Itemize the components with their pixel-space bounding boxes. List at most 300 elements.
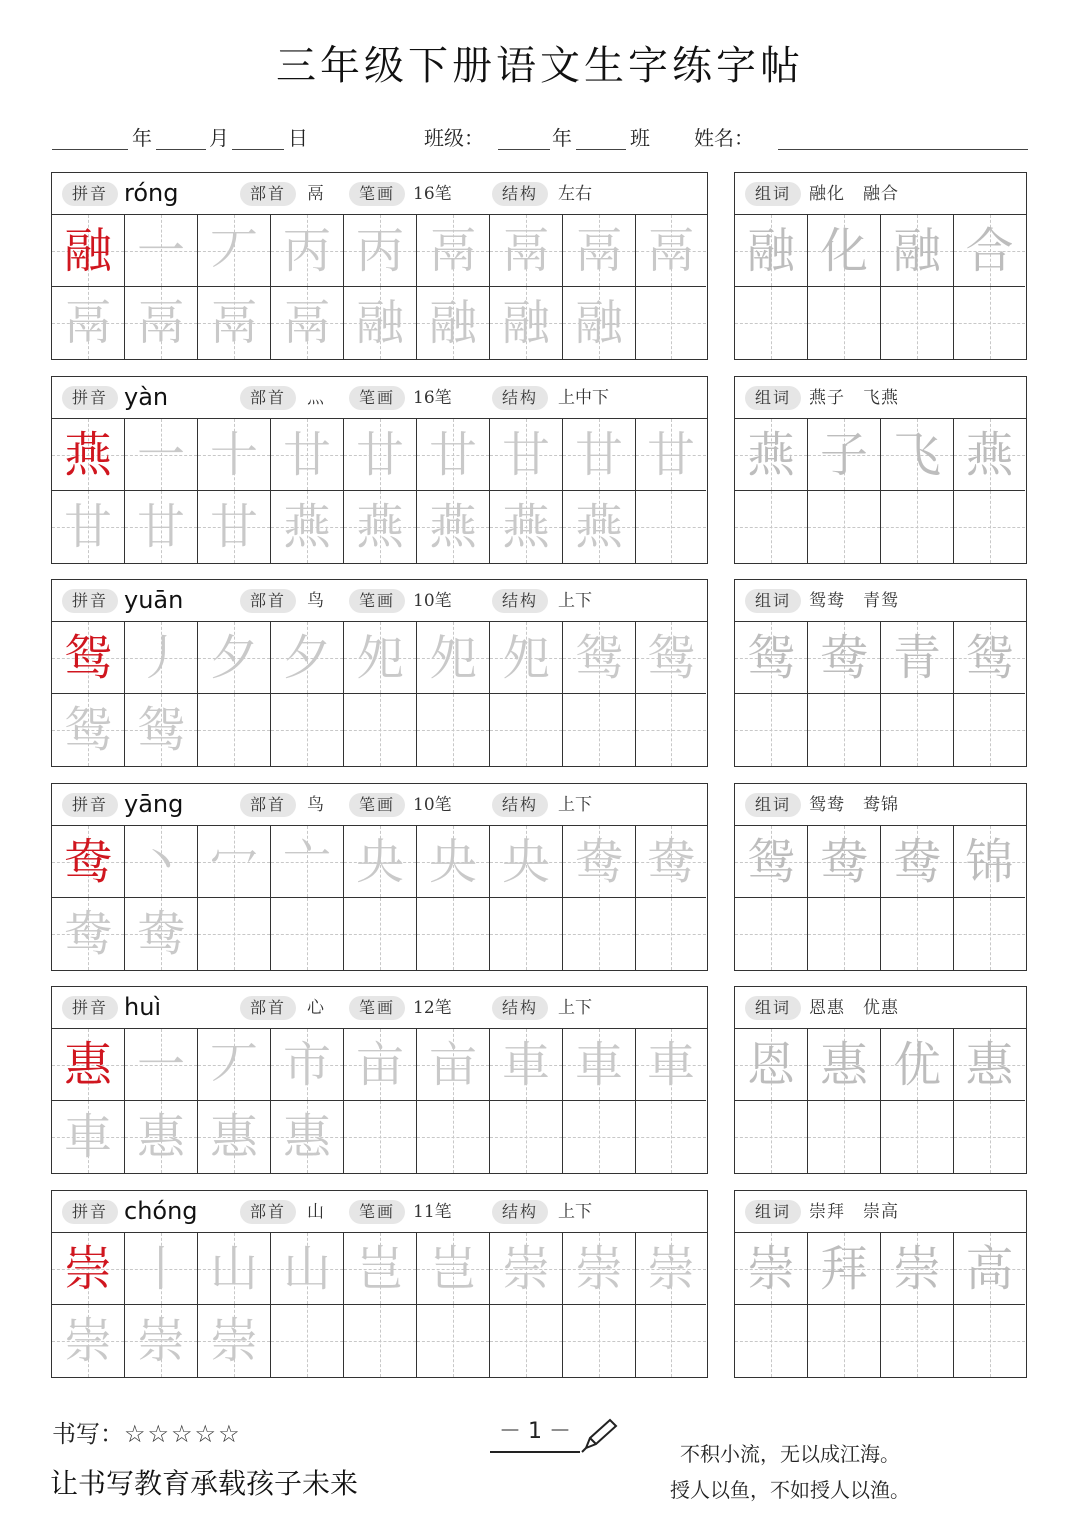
page-title: 三年级下册语文生字练字帖 (276, 43, 804, 89)
grid-cell[interactable] (808, 826, 881, 898)
grid-cell[interactable] (563, 215, 636, 287)
grid-cell[interactable] (271, 491, 344, 563)
grid-cell[interactable] (881, 1305, 954, 1377)
stroke-step-character: 鬲 (136, 295, 185, 351)
grid-cell[interactable] (271, 826, 344, 898)
grid-cell[interactable] (417, 419, 490, 491)
grid-cell[interactable] (198, 826, 271, 898)
grid-cell[interactable] (344, 1101, 417, 1173)
grid-cell[interactable] (881, 419, 954, 491)
grid-cell[interactable] (490, 694, 563, 766)
radical-value: 山 (307, 1202, 324, 1222)
grid-cell[interactable] (52, 419, 125, 491)
strokes-tag: 笔画 (349, 386, 405, 410)
word-practice-grid (735, 1233, 1028, 1379)
grid-cell[interactable] (52, 1305, 125, 1377)
year-blank[interactable] (52, 122, 128, 150)
stroke-step-character: 鸯 (63, 906, 112, 962)
stroke-step-character: 崇 (574, 1241, 623, 1297)
grid-cell[interactable] (636, 826, 706, 898)
grid-cell[interactable] (417, 1101, 490, 1173)
year-label: 年 (132, 126, 152, 150)
words-tag: 组词 (745, 182, 801, 206)
character-info-header (52, 784, 707, 826)
grid-cell[interactable] (636, 215, 706, 287)
grid-cell[interactable] (563, 898, 636, 970)
stroke-step-character: 市 (282, 1037, 331, 1093)
grid-cell[interactable] (563, 491, 636, 563)
grid-cell[interactable] (271, 622, 344, 694)
writing-label: 书写： (52, 1420, 124, 1448)
stroke-step-character: 惠 (282, 1109, 331, 1165)
pinyin-value: yuān (124, 586, 184, 614)
student-info-row (52, 118, 1028, 158)
grid-cell[interactable] (417, 1029, 490, 1101)
word-header (735, 580, 1026, 622)
stroke-order-grid (52, 1233, 709, 1379)
stroke-step-character: 一 (136, 427, 185, 483)
grid-cell[interactable] (735, 419, 808, 491)
stroke-step-character: 廿 (282, 427, 331, 483)
grid-cell[interactable] (52, 215, 125, 287)
grid-cell[interactable] (563, 1101, 636, 1173)
stroke-step-character: 夗 (428, 630, 477, 686)
grid-cell[interactable] (271, 215, 344, 287)
grid-cell[interactable] (954, 419, 1025, 491)
pinyin-tag: 拼音 (62, 589, 118, 613)
grid-cell[interactable] (954, 1029, 1025, 1101)
grid-cell[interactable] (198, 287, 271, 359)
structure-tag: 结构 (492, 1200, 548, 1224)
class-year-label: 年 (552, 126, 572, 150)
word-character: 鸯 (892, 834, 941, 890)
grid-cell[interactable] (636, 491, 706, 563)
grid-cell[interactable] (125, 287, 198, 359)
grid-cell[interactable] (198, 1305, 271, 1377)
guide-line (990, 1305, 991, 1377)
grid-cell[interactable] (344, 215, 417, 287)
grid-cell[interactable] (198, 419, 271, 491)
stroke-step-character: 央 (501, 834, 550, 890)
stroke-step-character: 鬲 (282, 295, 331, 351)
strokes-value: 10笔 (413, 795, 452, 815)
grid-cell[interactable] (808, 491, 881, 563)
grid-cell[interactable] (636, 622, 706, 694)
stroke-step-character: 甘 (136, 499, 185, 555)
grid-cell[interactable] (52, 1101, 125, 1173)
stroke-step-character: 一 (136, 1037, 185, 1093)
word-practice-grid (735, 826, 1028, 972)
grid-cell[interactable] (490, 1305, 563, 1377)
radical-tag: 部首 (240, 1200, 296, 1224)
guide-line (990, 694, 991, 766)
grid-cell[interactable] (271, 898, 344, 970)
grid-cell[interactable] (636, 419, 706, 491)
guide-line (990, 287, 991, 359)
guide-line (917, 694, 918, 766)
words-tag: 组词 (745, 996, 801, 1020)
grid-cell[interactable] (563, 622, 636, 694)
guide-line (917, 287, 918, 359)
stroke-step-character: 十 (209, 427, 258, 483)
grid-cell[interactable] (954, 622, 1025, 694)
word-header (735, 173, 1026, 215)
pinyin-tag: 拼音 (62, 1200, 118, 1224)
grid-cell[interactable] (735, 694, 808, 766)
pinyin-tag: 拼音 (62, 793, 118, 817)
grid-cell[interactable] (636, 1305, 706, 1377)
word-card (734, 986, 1027, 1174)
grid-cell[interactable] (52, 826, 125, 898)
grid-cell[interactable] (808, 1305, 881, 1377)
character-info-header (52, 377, 707, 419)
grid-cell[interactable] (417, 622, 490, 694)
grid-cell[interactable] (735, 491, 808, 563)
grid-cell[interactable] (198, 491, 271, 563)
guide-line (526, 1305, 527, 1377)
page-number: － 1 － (490, 1414, 580, 1453)
words-value: 融化 融合 (809, 184, 899, 204)
grid-cell[interactable] (735, 1305, 808, 1377)
grid-cell[interactable] (198, 622, 271, 694)
guide-line (380, 1305, 381, 1377)
grid-cell[interactable] (881, 622, 954, 694)
grid-cell[interactable] (125, 898, 198, 970)
grid-cell[interactable] (490, 1233, 563, 1305)
motto-line-2: 授人以鱼，不如授人以渔。 (670, 1478, 910, 1502)
stroke-step-character: 鬲 (209, 295, 258, 351)
grid-cell[interactable] (954, 1101, 1025, 1173)
guide-line (307, 1305, 308, 1377)
grid-cell[interactable] (344, 826, 417, 898)
grid-cell[interactable] (954, 1305, 1025, 1377)
word-header (735, 987, 1026, 1029)
grid-cell[interactable] (735, 898, 808, 970)
star-rating[interactable]: ☆☆☆☆☆ (124, 1420, 242, 1448)
stroke-step-character: 山 (282, 1241, 331, 1297)
grid-cell[interactable] (881, 1233, 954, 1305)
stroke-step-character: 崇 (501, 1241, 550, 1297)
stroke-step-character: 夕 (209, 630, 258, 686)
grid-cell[interactable] (417, 215, 490, 287)
grid-cell[interactable] (490, 491, 563, 563)
grid-cell[interactable] (636, 1029, 706, 1101)
word-header (735, 784, 1026, 826)
grid-cell[interactable] (881, 1101, 954, 1173)
word-character: 拜 (819, 1241, 868, 1297)
grid-cell[interactable] (735, 1029, 808, 1101)
grid-cell[interactable] (881, 826, 954, 898)
grid-cell[interactable] (52, 694, 125, 766)
stroke-step-character: 丙 (282, 223, 331, 279)
grid-cell[interactable] (881, 491, 954, 563)
grid-cell[interactable] (344, 419, 417, 491)
grid-cell[interactable] (417, 898, 490, 970)
grid-cell[interactable] (417, 694, 490, 766)
grid-cell[interactable] (271, 419, 344, 491)
grid-cell[interactable] (881, 1029, 954, 1101)
guide-line (599, 1101, 600, 1173)
word-practice-grid (735, 622, 1028, 768)
grid-cell[interactable] (808, 898, 881, 970)
words-value: 燕子 飞燕 (809, 388, 899, 408)
grid-cell[interactable] (198, 215, 271, 287)
grid-cell[interactable] (881, 694, 954, 766)
grid-cell[interactable] (198, 898, 271, 970)
guide-line (380, 898, 381, 970)
guide-line (671, 898, 672, 970)
grid-cell[interactable] (808, 622, 881, 694)
guide-line (671, 694, 672, 766)
month-blank[interactable] (156, 122, 206, 150)
radical-value: 鸟 (307, 795, 324, 815)
grid-cell[interactable] (417, 287, 490, 359)
grid-cell[interactable] (271, 1305, 344, 1377)
grid-cell[interactable] (125, 826, 198, 898)
name-blank[interactable] (778, 122, 1028, 150)
grid-cell[interactable] (490, 419, 563, 491)
grid-cell[interactable] (344, 1305, 417, 1377)
strokes-value: 16笔 (413, 388, 452, 408)
stroke-step-character: 丆 (209, 223, 258, 279)
pen-icon (580, 1418, 620, 1454)
guide-line (990, 491, 991, 563)
grid-cell[interactable] (125, 694, 198, 766)
grid-cell[interactable] (808, 1233, 881, 1305)
grid-cell[interactable] (954, 898, 1025, 970)
grid-cell[interactable] (417, 1233, 490, 1305)
grid-cell[interactable] (52, 1029, 125, 1101)
grid-cell[interactable] (490, 622, 563, 694)
grid-cell[interactable] (52, 898, 125, 970)
grid-cell[interactable] (808, 215, 881, 287)
grid-cell[interactable] (52, 1233, 125, 1305)
grid-cell[interactable] (954, 215, 1025, 287)
word-character: 燕 (965, 427, 1014, 483)
stroke-step-character: 丆 (209, 1037, 258, 1093)
stroke-step-character: 融 (501, 295, 550, 351)
grid-cell[interactable] (735, 287, 808, 359)
guide-line (307, 694, 308, 766)
grid-cell[interactable] (271, 1101, 344, 1173)
grid-cell[interactable] (198, 1233, 271, 1305)
grid-cell[interactable] (344, 622, 417, 694)
pinyin-tag: 拼音 (62, 182, 118, 206)
word-character: 化 (819, 223, 868, 279)
class-year-blank[interactable] (498, 122, 550, 150)
grid-cell[interactable] (954, 826, 1025, 898)
guide-line (599, 898, 600, 970)
stroke-step-character: 鸳 (574, 630, 623, 686)
grid-cell[interactable] (490, 215, 563, 287)
grid-cell[interactable] (125, 1101, 198, 1173)
structure-tag: 结构 (492, 182, 548, 206)
stroke-step-character: 甘 (574, 427, 623, 483)
guide-line (453, 898, 454, 970)
stroke-step-character: 央 (355, 834, 404, 890)
guide-line (671, 287, 672, 359)
word-practice-grid (735, 1029, 1028, 1175)
grid-cell[interactable] (881, 215, 954, 287)
guide-line (917, 898, 918, 970)
radical-tag: 部首 (240, 793, 296, 817)
character-card (51, 986, 708, 1174)
grid-cell[interactable] (735, 215, 808, 287)
grid-cell[interactable] (125, 622, 198, 694)
grid-cell[interactable] (125, 215, 198, 287)
grid-cell[interactable] (636, 1101, 706, 1173)
character-card (51, 172, 708, 360)
grid-cell[interactable] (808, 419, 881, 491)
grid-cell[interactable] (735, 1101, 808, 1173)
guide-line (844, 491, 845, 563)
stroke-step-character: 惠 (209, 1109, 258, 1165)
strokes-value: 10笔 (413, 591, 452, 611)
guide-line (771, 1101, 772, 1173)
grid-cell[interactable] (490, 826, 563, 898)
grid-cell[interactable] (198, 1101, 271, 1173)
grid-cell[interactable] (417, 1305, 490, 1377)
character-card (51, 1190, 708, 1378)
guide-line (526, 1101, 527, 1173)
grid-cell[interactable] (735, 622, 808, 694)
grid-cell[interactable] (125, 1305, 198, 1377)
character-card (51, 579, 708, 767)
stroke-step-character: 燕 (282, 499, 331, 555)
character-info-header (52, 987, 707, 1029)
grid-cell[interactable] (417, 491, 490, 563)
grid-cell[interactable] (808, 287, 881, 359)
grid-cell[interactable] (954, 1233, 1025, 1305)
grid-cell[interactable] (271, 694, 344, 766)
grid-cell[interactable] (808, 694, 881, 766)
class-label: 班级： (424, 126, 484, 150)
grid-cell[interactable] (52, 491, 125, 563)
structure-tag: 结构 (492, 996, 548, 1020)
grid-cell[interactable] (490, 898, 563, 970)
grid-cell[interactable] (954, 287, 1025, 359)
grid-cell[interactable] (125, 419, 198, 491)
guide-line (234, 694, 235, 766)
grid-cell[interactable] (881, 287, 954, 359)
guide-line (671, 491, 672, 563)
grid-cell[interactable] (881, 898, 954, 970)
words-value: 鸳鸯 鸯锦 (809, 795, 899, 815)
grid-cell[interactable] (563, 826, 636, 898)
grid-cell[interactable] (198, 1029, 271, 1101)
grid-cell[interactable] (52, 287, 125, 359)
character-card (51, 783, 708, 971)
grid-cell[interactable] (344, 491, 417, 563)
word-character: 鸳 (746, 834, 795, 890)
radical-tag: 部首 (240, 182, 296, 206)
word-header (735, 1191, 1026, 1233)
grid-cell[interactable] (344, 898, 417, 970)
grid-cell[interactable] (563, 694, 636, 766)
grid-cell[interactable] (271, 1233, 344, 1305)
guide-line (671, 1101, 672, 1173)
structure-tag: 结构 (492, 386, 548, 410)
grid-cell[interactable] (563, 419, 636, 491)
word-character: 锦 (965, 834, 1014, 890)
grid-cell[interactable] (125, 1029, 198, 1101)
grid-cell[interactable] (563, 1233, 636, 1305)
grid-cell[interactable] (198, 694, 271, 766)
guide-line (307, 898, 308, 970)
grid-cell[interactable] (735, 1233, 808, 1305)
strokes-tag: 笔画 (349, 793, 405, 817)
guide-line (599, 694, 600, 766)
class-number-blank[interactable] (576, 122, 626, 150)
grid-cell[interactable] (808, 1101, 881, 1173)
grid-cell[interactable] (344, 1233, 417, 1305)
grid-cell[interactable] (954, 694, 1025, 766)
grid-cell[interactable] (344, 694, 417, 766)
grid-cell[interactable] (563, 287, 636, 359)
grid-cell[interactable] (417, 826, 490, 898)
stroke-step-character: 鬲 (501, 223, 550, 279)
radical-value: 心 (307, 998, 324, 1018)
grid-cell[interactable] (490, 1029, 563, 1101)
stroke-step-character: 亩 (355, 1037, 404, 1093)
grid-cell[interactable] (271, 1029, 344, 1101)
grid-cell[interactable] (563, 1029, 636, 1101)
grid-cell[interactable] (636, 287, 706, 359)
stroke-step-character: 冖 (209, 834, 258, 890)
grid-cell[interactable] (490, 287, 563, 359)
stroke-step-character: 鬲 (63, 295, 112, 351)
radical-value: 灬 (307, 388, 324, 408)
grid-cell[interactable] (344, 1029, 417, 1101)
stroke-step-character: 崇 (209, 1313, 258, 1369)
stroke-step-character: 廿 (355, 427, 404, 483)
model-character: 鸳 (63, 630, 112, 686)
grid-cell[interactable] (125, 1233, 198, 1305)
grid-cell[interactable] (563, 1305, 636, 1377)
grid-cell[interactable] (636, 694, 706, 766)
grid-cell[interactable] (735, 826, 808, 898)
guide-line (844, 898, 845, 970)
guide-line (599, 1305, 600, 1377)
stroke-step-character: 融 (355, 295, 404, 351)
grid-cell[interactable] (52, 622, 125, 694)
strokes-value: 12笔 (413, 998, 452, 1018)
guide-line (844, 694, 845, 766)
structure-value: 左右 (558, 184, 592, 204)
grid-cell[interactable] (344, 287, 417, 359)
grid-cell[interactable] (636, 898, 706, 970)
stroke-step-character: 甘 (63, 499, 112, 555)
stroke-step-character: 崇 (136, 1313, 185, 1369)
grid-cell[interactable] (954, 491, 1025, 563)
grid-cell[interactable] (271, 287, 344, 359)
character-info-header (52, 173, 707, 215)
word-card (734, 579, 1027, 767)
grid-cell[interactable] (808, 1029, 881, 1101)
pinyin-value: huì (124, 993, 162, 1021)
slogan: 让书写教育承载孩子未来 (50, 1467, 359, 1500)
stroke-step-character: 鸯 (136, 906, 185, 962)
day-blank[interactable] (232, 122, 284, 150)
grid-cell[interactable] (125, 491, 198, 563)
word-card (734, 172, 1027, 360)
grid-cell[interactable] (636, 1233, 706, 1305)
model-character: 燕 (63, 427, 112, 483)
guide-line (453, 694, 454, 766)
words-tag: 组词 (745, 1200, 801, 1224)
stroke-step-character: 鸳 (136, 702, 185, 758)
grid-cell[interactable] (490, 1101, 563, 1173)
